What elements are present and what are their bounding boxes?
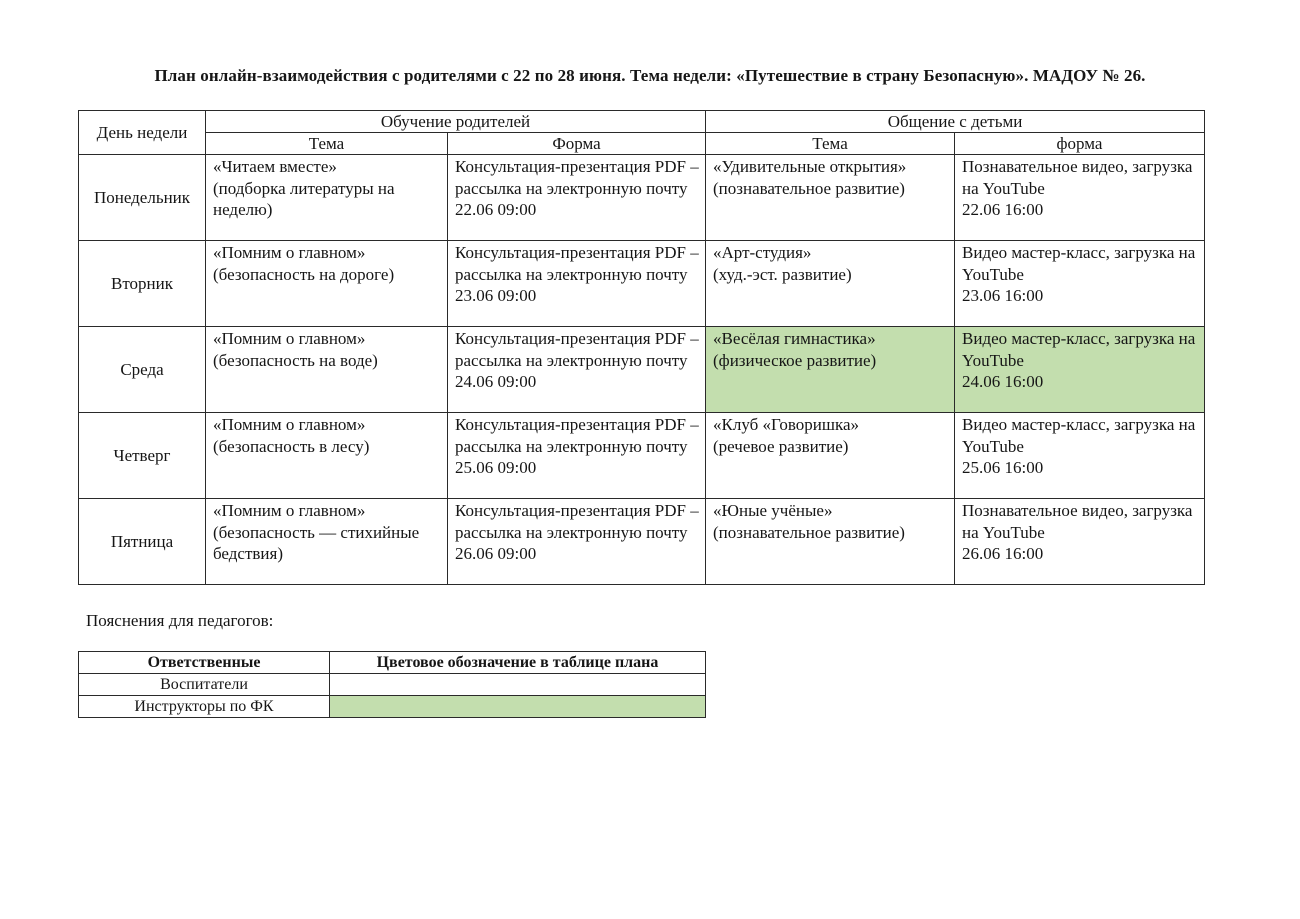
- legend-color-swatch: [330, 696, 706, 718]
- subheader-child-form: форма: [955, 133, 1205, 155]
- legend-row: [79, 696, 706, 718]
- day-cell: Вторник: [79, 241, 206, 327]
- child-topic-cell: «Удивительные открытия» (познавательное развитие): [706, 155, 955, 241]
- day-header: День недели: [79, 111, 206, 155]
- child-form-cell: Видео мастер-класс, загрузка на YouTube 25.06 16:00: [955, 413, 1205, 499]
- subheader-parent-topic: Тема: [206, 133, 448, 155]
- subheader-parent-form: Форма: [448, 133, 706, 155]
- color-legend-table: [78, 651, 706, 718]
- parent-topic-cell: «Помним о главном» (безопасность на воде): [206, 327, 448, 413]
- parent-form-cell: Консультация-презентация PDF – рассылка на электронную почту 26.06 09:00: [448, 499, 706, 585]
- document-title: План онлайн-взаимодействия с родителями с 22 по 28 июня. Тема недели: «Путешествие в страну Безопасную». МАДОУ № 26.: [154, 66, 1146, 85]
- parent-form-cell: Консультация-презентация PDF – рассылка на электронную почту 24.06 09:00: [448, 327, 706, 413]
- parent-form-cell: Консультация-презентация PDF – рассылка на электронную почту 25.06 09:00: [448, 413, 706, 499]
- legend-header-color: Цветовое обозначение в таблице плана: [330, 652, 706, 674]
- child-form-cell: Видео мастер-класс, загрузка на YouTube 23.06 16:00: [955, 241, 1205, 327]
- table-row: [79, 499, 1205, 585]
- plan-table: [78, 110, 1205, 585]
- table-row: [79, 241, 1205, 327]
- parent-form-cell: Консультация-презентация PDF – рассылка на электронную почту 22.06 09:00: [448, 155, 706, 241]
- legend-color-swatch: [330, 674, 706, 696]
- parent-topic-cell: «Помним о главном» (безопасность на дороге): [206, 241, 448, 327]
- child-form-cell: Видео мастер-класс, загрузка на YouTube 24.06 16:00: [955, 327, 1205, 413]
- table-row: [79, 327, 1205, 413]
- child-topic-cell: «Весёлая гимнастика» (физическое развитие): [706, 327, 955, 413]
- parent-topic-cell: «Читаем вместе» (подборка литературы на неделю): [206, 155, 448, 241]
- table-row: [79, 155, 1205, 241]
- table-row: [79, 413, 1205, 499]
- legend-responsible: Инструкторы по ФК: [79, 696, 330, 718]
- subheader-child-topic: Тема: [706, 133, 955, 155]
- child-topic-cell: «Юные учёные» (познавательное развитие): [706, 499, 955, 585]
- child-topic-cell: «Клуб «Говоришка» (речевое развитие): [706, 413, 955, 499]
- parent-topic-cell: «Помним о главном» (безопасность в лесу): [206, 413, 448, 499]
- legend-responsible: Воспитатели: [79, 674, 330, 696]
- teacher-notes-label: Пояснения для педагогов:: [86, 611, 274, 630]
- day-cell: Четверг: [79, 413, 206, 499]
- child-form-cell: Познавательное видео, загрузка на YouTube 22.06 16:00: [955, 155, 1205, 241]
- child-topic-cell: «Арт-студия» (худ.-эст. развитие): [706, 241, 955, 327]
- group-header-children: Общение с детьми: [706, 111, 1205, 133]
- parent-topic-cell: «Помним о главном» (безопасность — стихийные бедствия): [206, 499, 448, 585]
- plan-header-row: [79, 111, 1205, 133]
- group-header-parents: Обучение родителей: [206, 111, 706, 133]
- legend-header-responsible: Ответственные: [79, 652, 330, 674]
- child-form-cell: Познавательное видео, загрузка на YouTube 26.06 16:00: [955, 499, 1205, 585]
- legend-row: [79, 674, 706, 696]
- plan-subheader-row: [79, 133, 1205, 155]
- day-cell: Понедельник: [79, 155, 206, 241]
- legend-header-row: [79, 652, 706, 674]
- day-cell: Среда: [79, 327, 206, 413]
- parent-form-cell: Консультация-презентация PDF – рассылка на электронную почту 23.06 09:00: [448, 241, 706, 327]
- day-cell: Пятница: [79, 499, 206, 585]
